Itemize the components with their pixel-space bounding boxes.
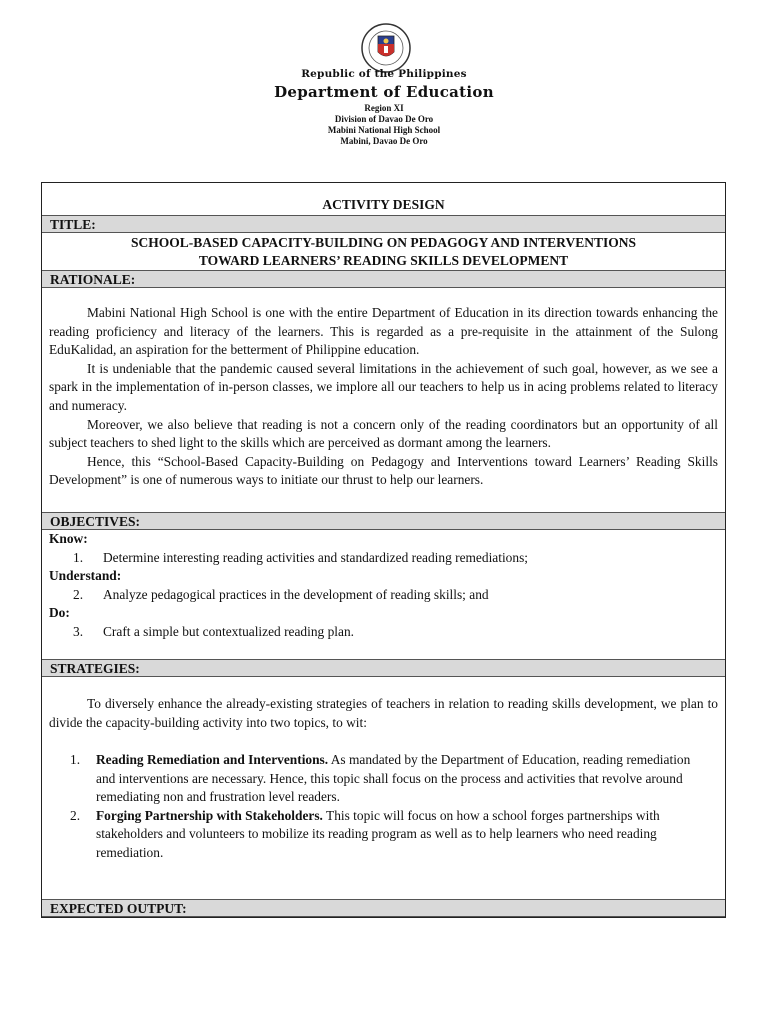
rationale-text [49, 304, 718, 490]
title-line-1: SCHOOL-BASED CAPACITY-BUILDING ON PEDAGOGY AND INTERVENTIONS [131, 235, 636, 250]
strategy-number: 2. [70, 807, 81, 823]
title-line-2: TOWARD LEARNERS’ READING SKILLS DEVELOPMENT [198, 253, 569, 268]
understand-label: Understand: [49, 568, 122, 584]
strategies-label: STRATEGIES: [42, 659, 725, 677]
objective-text: Determine interesting reading activities and standardized reading remediations; [103, 549, 528, 565]
strategy-title: Forging Partnership with Stakeholders. [96, 807, 323, 823]
rationale-paragraph: Hence, this “School-Based Capacity-Building on Pedagogy and Interventions toward Learners’ Reading Skills Development” is one of numerous ways to initiate our thrust to help our learners. [49, 453, 718, 488]
address-line: Mabini, Davao De Oro [340, 136, 428, 146]
republic-line: Republic of the Philippines [301, 68, 467, 80]
strategy-text: This topic will focus on how a school forges partnerships with stakeholders and volunteers to mobilize its reading program as well as to help learners who need reading remediation. [96, 807, 660, 860]
objectives-label: OBJECTIVES: [42, 512, 725, 530]
objective-number: 1. [73, 549, 84, 565]
division-line: Division of Davao De Oro [334, 114, 434, 124]
objective-number: 3. [73, 623, 84, 639]
rationale-paragraph: It is undeniable that the pandemic caused several limitations in the achievement of such goal, however, as we see a spark in the implementation of in-person classes, we implore all our teachers to help us in acing problems related to literacy and numeracy. [49, 360, 718, 413]
deped-seal-logo [357, 22, 415, 74]
objective-text: Analyze pedagogical practices in the development of reading skills; and [103, 586, 489, 602]
objective-text: Craft a simple but contextualized reading plan. [103, 623, 354, 639]
rationale-paragraph: Moreover, we also believe that reading is not a concern only of the reading coordinators but an opportunity of all subject teachers to shed light to the skills which are perceived as dormant among the learners. [49, 416, 718, 451]
do-label: Do: [49, 605, 70, 621]
department-name: Department of Education [274, 83, 494, 101]
expected-output-label: EXPECTED OUTPUT: [42, 899, 725, 917]
know-label: Know: [49, 531, 88, 546]
region-line: Region XI [364, 103, 404, 113]
activity-design-form [41, 182, 726, 918]
objective-item [49, 586, 718, 605]
strategy-text: As mandated by the Department of Education, reading remediation and interventions are necessary. Hence, this topic shall focus on the process and activities that revolve around remediating non and frustration level readers. [96, 752, 691, 805]
strategy-number: 1. [70, 752, 81, 767]
strategy-item [70, 807, 710, 863]
rationale-label: RATIONALE: [42, 270, 725, 288]
school-line: Mabini National High School [327, 125, 441, 135]
strategy-title: Reading Remediation and Interventions. [96, 752, 329, 767]
form-heading: ACTIVITY DESIGN [322, 197, 445, 212]
title-label: TITLE: [42, 215, 725, 233]
rationale-paragraph: Mabini National High School is one with the entire Department of Education in its direction towards enhancing the reading proficiency and literacy of the learners. This is regarded as a pre-requisite in the attainment of the Sulong EduKalidad, an aspiration for the betterment of Philippine education. [49, 305, 718, 358]
strategies-intro-text: To diversely enhance the already-existing strategies of teachers in relation to reading skills development, we plan to divide the capacity-building activity into two topics, to wit: [49, 696, 718, 730]
objective-item [49, 549, 718, 568]
strategies-intro [49, 695, 718, 732]
objective-number: 2. [73, 586, 84, 602]
objective-item [49, 623, 718, 642]
objectives-list [49, 530, 718, 642]
strategy-item [70, 751, 710, 807]
strategies-list [70, 751, 710, 863]
